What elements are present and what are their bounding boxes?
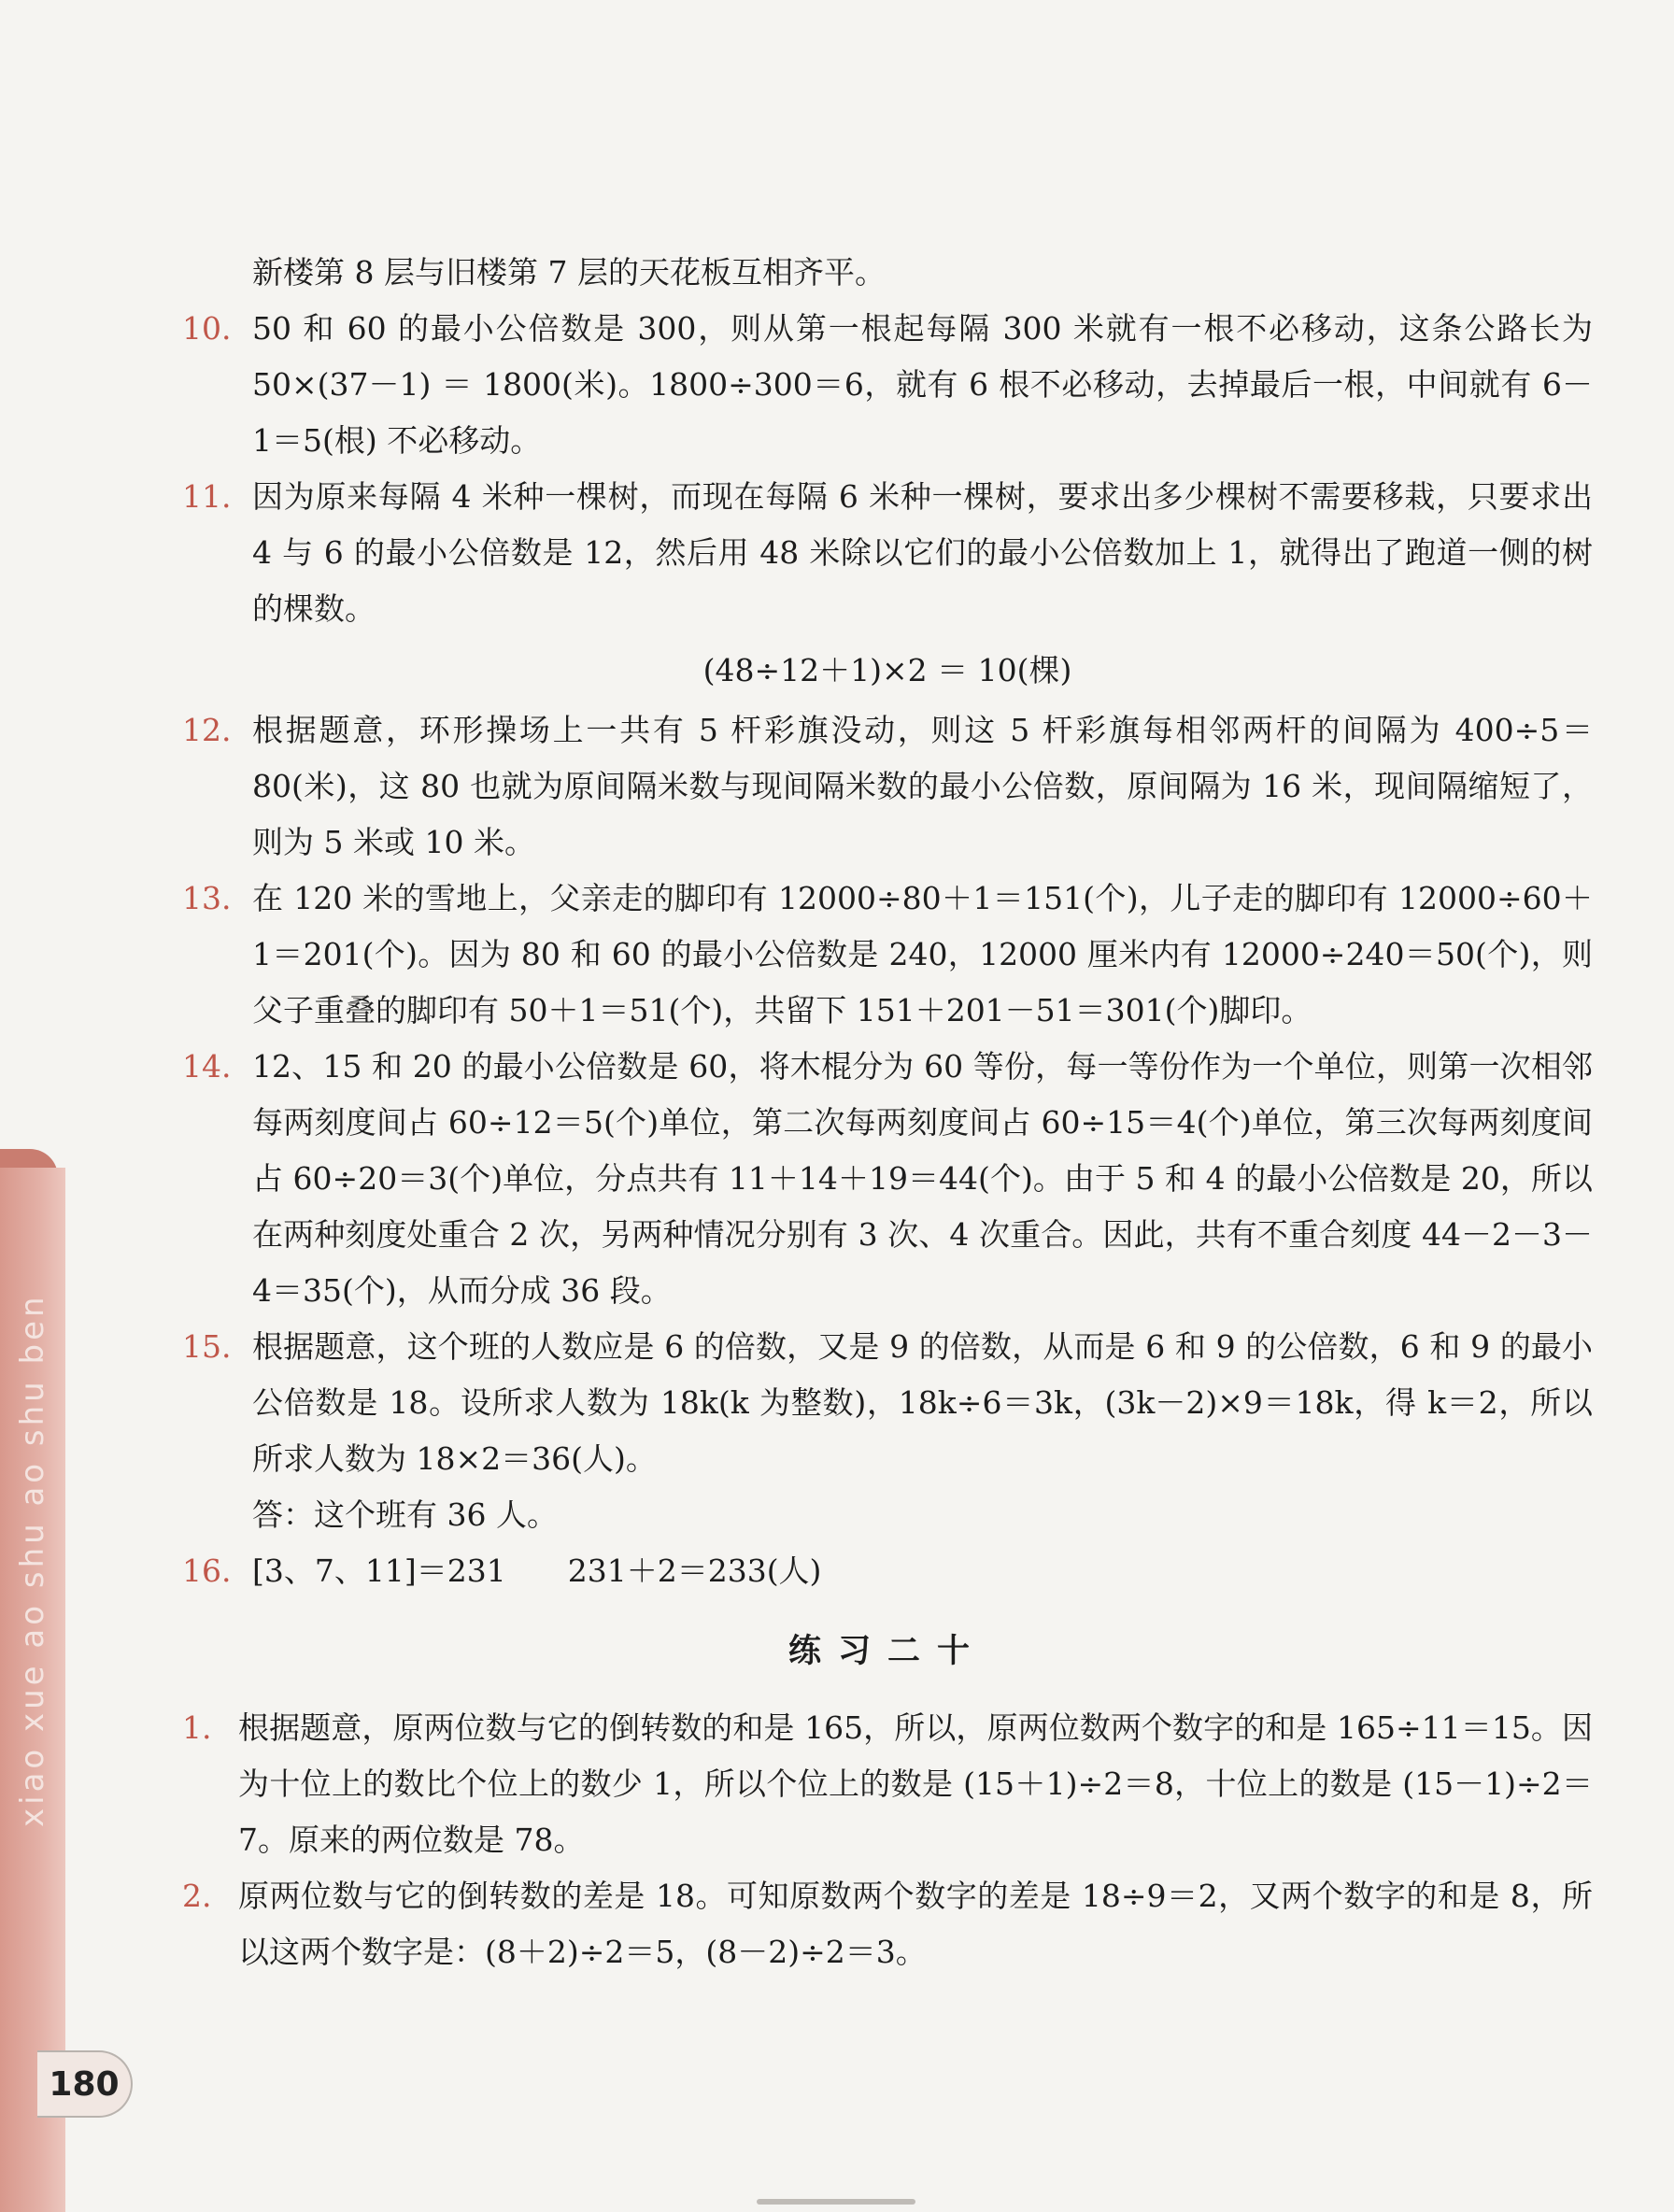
item-number: 2. xyxy=(182,1878,212,1914)
item-text: 根据题意，原两位数与它的倒转数的和是 165，所以，原两位数两个数字的和是 165÷11＝15。因为十位上的数比个位上的数少 1，所以个位上的数是 (15＋1)÷2＝8，十位上的数是 (15－1)÷2＝7。原来的两位数是 78。 xyxy=(238,1709,1593,1858)
item-text: 在 120 米的雪地上，父亲走的脚印有 12000÷80＋1＝151(个)，儿子走的脚印有 12000÷60＋1＝201(个)。因为 80 和 60 的最小公倍数是 240，12000 厘米内有 12000÷240＝50(个)，则父子重叠的脚印有 50＋1＝51(个)，共留下 151＋201－51＝301(个)脚印。 xyxy=(252,880,1593,1028)
item-number: 14. xyxy=(182,1048,232,1085)
exercise-item-1 xyxy=(182,1700,1593,1868)
item-number: 16. xyxy=(182,1553,232,1589)
solution-item-16 xyxy=(182,1543,1593,1599)
item-number: 12. xyxy=(182,712,232,748)
solution-item-12 xyxy=(182,702,1593,871)
bottom-mark xyxy=(757,2199,915,2205)
item-number: 10. xyxy=(182,310,232,347)
content xyxy=(182,245,1593,1980)
item-text: [3、7、11]＝231 231＋2＝233(人) xyxy=(252,1553,822,1589)
lead-line: 新楼第 8 层与旧楼第 7 层的天花板互相齐平。 xyxy=(252,254,886,291)
item-number: 11. xyxy=(182,478,232,515)
solution-item-15 xyxy=(182,1319,1593,1487)
item-number: 15. xyxy=(182,1328,232,1365)
exercise-item-2 xyxy=(182,1868,1593,1980)
item-number: 13. xyxy=(182,880,232,916)
item-text: 根据题意，环形操场上一共有 5 杆彩旗没动，则这 5 杆彩旗每相邻两杆的间隔为 400÷5＝80(米)，这 80 也就为原间隔米数与现间隔米数的最小公倍数，原间隔为 16 米，现间隔缩短了，则为 5 米或 10 米。 xyxy=(252,712,1593,860)
answer-line: 答：这个班有 36 人。 xyxy=(252,1496,558,1533)
formula-line: (48÷12＋1)×2 ＝ 10(棵) xyxy=(702,652,1072,688)
item-text: 原两位数与它的倒转数的差是 18。可知原数两个数字的差是 18÷9＝2，又两个数字的和是 8，所以这两个数字是：(8＋2)÷2＝5，(8－2)÷2＝3。 xyxy=(238,1878,1593,1970)
solution-item-13 xyxy=(182,871,1593,1039)
side-tab-text: xiao xue ao shu ao shu ben xyxy=(14,1293,51,1827)
item-text: 因为原来每隔 4 米种一棵树，而现在每隔 6 米种一棵树，要求出多少棵树不需要移栽，只要求出 4 与 6 的最小公倍数是 12，然后用 48 米除以它们的最小公倍数加上 1，就得出了跑道一侧的树的棵数。 xyxy=(252,478,1593,627)
solution-item-14 xyxy=(182,1039,1593,1319)
item-text: 根据题意，这个班的人数应是 6 的倍数，又是 9 的倍数，从而是 6 和 9 的公倍数，6 和 9 的最小公倍数是 18。设所求人数为 18k(k 为整数)，18k÷6＝3k，(3k－2)×9＝18k，得 k＝2，所以所求人数为 18×2＝36(人)。 xyxy=(252,1328,1593,1477)
item-text: 50 和 60 的最小公倍数是 300，则从第一根起每隔 300 米就有一根不必移动，这条公路长为 50×(37－1) ＝ 1800(米)。1800÷300＝6，就有 6 根不必移动，去掉最后一根，中间就有 6－1＝5(根) 不必移动。 xyxy=(252,310,1593,459)
item-number: 1. xyxy=(182,1709,212,1746)
section-title: 练习二十 xyxy=(787,1633,986,1670)
page-number: 180 xyxy=(37,2050,133,2118)
solution-item-10 xyxy=(182,301,1593,469)
solution-item-11 xyxy=(182,469,1593,637)
item-text: 12、15 和 20 的最小公倍数是 60，将木棍分为 60 等份，每一等份作为一个单位，则第一次相邻每两刻度间占 60÷12＝5(个)单位，第二次每两刻度间占 60÷15＝4(个)单位，第三次每两刻度间占 60÷20＝3(个)单位，分点共有 11＋14＋19＝44(个)。由于 5 和 4 的最小公倍数是 20，所以在两种刻度处重合 2 次，另两种情况分别有 3 次、4 次重合。因此，共有不重合刻度 44－2－3－4＝35(个)，从而分成 36 段。 xyxy=(252,1048,1593,1309)
